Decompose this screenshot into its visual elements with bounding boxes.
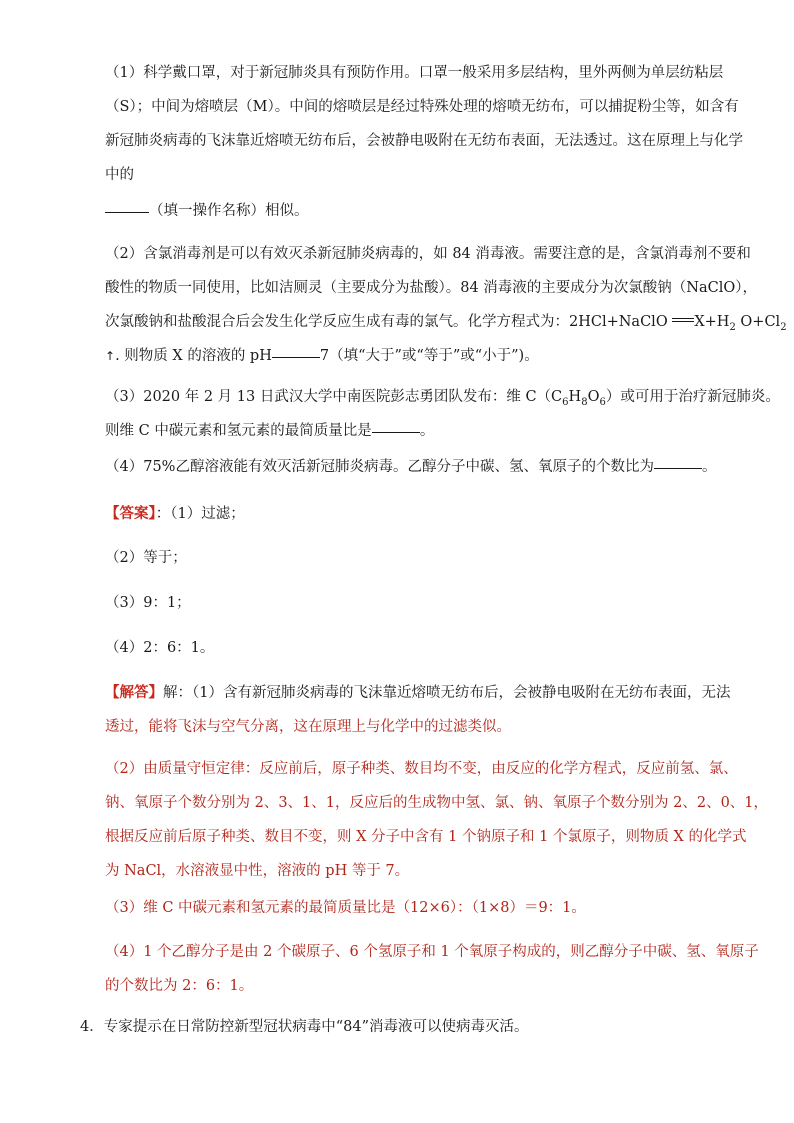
question-part-2	[105, 237, 787, 373]
text-line: （S）；中间为熔喷层（M）。中间的熔喷层是经过特殊处理的熔喷无纺布，可以捕捉粉尘等，如含有	[105, 99, 739, 115]
text-fragment: （4）75%乙醇溶液能有效灭活新冠肺炎病毒。乙醇分子中碳、氢、氧原子的个数比为	[105, 459, 654, 475]
answer-blank	[372, 431, 420, 433]
answer-section	[105, 497, 705, 531]
text-fragment: O	[587, 389, 600, 405]
subscript: 2	[780, 321, 787, 333]
text-line: 钠、氧原子个数分别为 2、3、1、1，反应后的生成物中氢、氯、钠、氧原子个数分别为 2、2、0、1，	[105, 795, 769, 811]
text-line: 为 NaCl，水溶液显中性，溶液的 pH 等于 7。	[105, 863, 410, 879]
text-line: 中的	[105, 167, 134, 183]
text-line	[105, 414, 705, 448]
text-line: 酸性的物质一同使用，比如洁厕灵（主要成分为盐酸）。84 消毒液的主要成分为次氯酸钠（NaClO），	[105, 280, 758, 296]
question-part-1-fill	[105, 194, 705, 228]
text-fragment: . 则物质 X 的溶液的 pH	[115, 348, 272, 364]
text-fragment: （3）2020 年 2 月 13 日武汉大学中南医院彭志勇团队发布：维 C（C	[105, 389, 563, 405]
question-4	[80, 1010, 680, 1044]
question-number: 4．	[80, 1019, 104, 1035]
text-line: （2）含氯消毒剂是可以有效灭杀新冠肺炎病毒的，如 84 消毒液。需要注意的是，含氯消毒剂不要和	[105, 246, 751, 262]
subscript: 2	[729, 321, 736, 333]
text-line	[105, 339, 705, 373]
text-line: 透过，能将飞沫与空气分离，这在原理上与化学中的过滤类似。	[105, 719, 511, 735]
text-line	[105, 380, 780, 414]
text-fragment: H	[568, 389, 582, 405]
text-line	[80, 1010, 680, 1044]
explanation-part-1	[105, 676, 731, 744]
text-fragment: 则维 C 中碳元素和氢元素的最简质量比是	[105, 423, 372, 439]
explanation-part-2	[105, 752, 769, 888]
question-part-4	[105, 450, 717, 484]
text-fragment: 。	[419, 423, 435, 439]
text-line: （3）9：1；	[105, 595, 191, 611]
explanation-part-4	[105, 935, 759, 1003]
text-line	[105, 676, 731, 710]
text-fragment: （填一操作名称）相似。	[149, 203, 309, 219]
text-line: 的个数比为 2：6：1。	[105, 978, 254, 994]
text-line: （3）维 C 中碳元素和氢元素的最简质量比是（12×6）：（1×8）＝9：1。	[105, 900, 586, 916]
text-fragment: X+H	[694, 314, 730, 330]
answer-blank	[654, 467, 702, 469]
text-line: （4）2：6：1。	[105, 640, 215, 656]
text-fragment: 7（填“大于”或“等于”或“小于”)。	[319, 348, 539, 364]
answer-item	[105, 631, 705, 665]
answer-item	[105, 541, 705, 575]
text-fragment: 专家提示在日常防控新型冠状病毒中“84”消毒液可以使病毒灭活。	[103, 1019, 529, 1035]
text-fragment: 次氯酸钠和盐酸混合后会发生化学反应生成有毒的氯气。化学方程式为：2HCl+NaClO	[105, 314, 668, 330]
text-line: （4）1 个乙醇分子是由 2 个碳原子、6 个氢原子和 1 个氧原子构成的，则乙醇分子中碳、氢、氧原子	[105, 944, 759, 960]
answer-blank	[272, 356, 320, 358]
equation-line	[105, 305, 787, 339]
text-fragment: 。	[701, 459, 717, 475]
subscript: 6	[562, 396, 569, 408]
text-line: （2）等于；	[105, 550, 187, 566]
gas-arrow-icon: ↑	[105, 349, 116, 363]
answer-item	[105, 586, 705, 620]
equals-arrow-icon	[672, 316, 694, 324]
explanation-part-3	[105, 891, 705, 925]
text-line	[105, 450, 717, 484]
answer-line	[105, 497, 705, 531]
text-line	[105, 194, 705, 228]
text-fragment: ）或可用于治疗新冠肺炎。	[605, 389, 780, 405]
text-fragment: O+Cl	[735, 314, 781, 330]
answer-blank	[105, 211, 149, 213]
question-part-3	[105, 380, 780, 448]
text-line: （2）由质量守恒定律：反应前后，原子种类、数目均不变，由反应的化学方程式，反应前氢、氯、	[105, 761, 738, 777]
question-part-1	[105, 56, 743, 192]
subscript: 8	[581, 396, 588, 408]
text-line: 新冠肺炎病毒的飞沫靠近熔喷无纺布后，会被静电吸附在无纺布表面，无法透过。这在原理上与化学	[105, 133, 743, 149]
answer-label: 【答案】	[105, 505, 156, 522]
text-fragment: ：（1）过滤；	[155, 506, 245, 522]
text-fragment: 解：（1）含有新冠肺炎病毒的飞沫靠近熔喷无纺布后，会被静电吸附在无纺布表面，无法	[163, 685, 731, 701]
text-line: 根据反应前后原子种类、数目不变，则 X 分子中含有 1 个钠原子和 1 个氯原子，则物质 X 的化学式	[105, 829, 747, 845]
text-line: （1）科学戴口罩，对于新冠肺炎具有预防作用。口罩一般采用多层结构，里外两侧为单层纺粘层	[105, 65, 724, 81]
explanation-label: 【解答】	[105, 684, 163, 701]
subscript: 6	[599, 396, 606, 408]
